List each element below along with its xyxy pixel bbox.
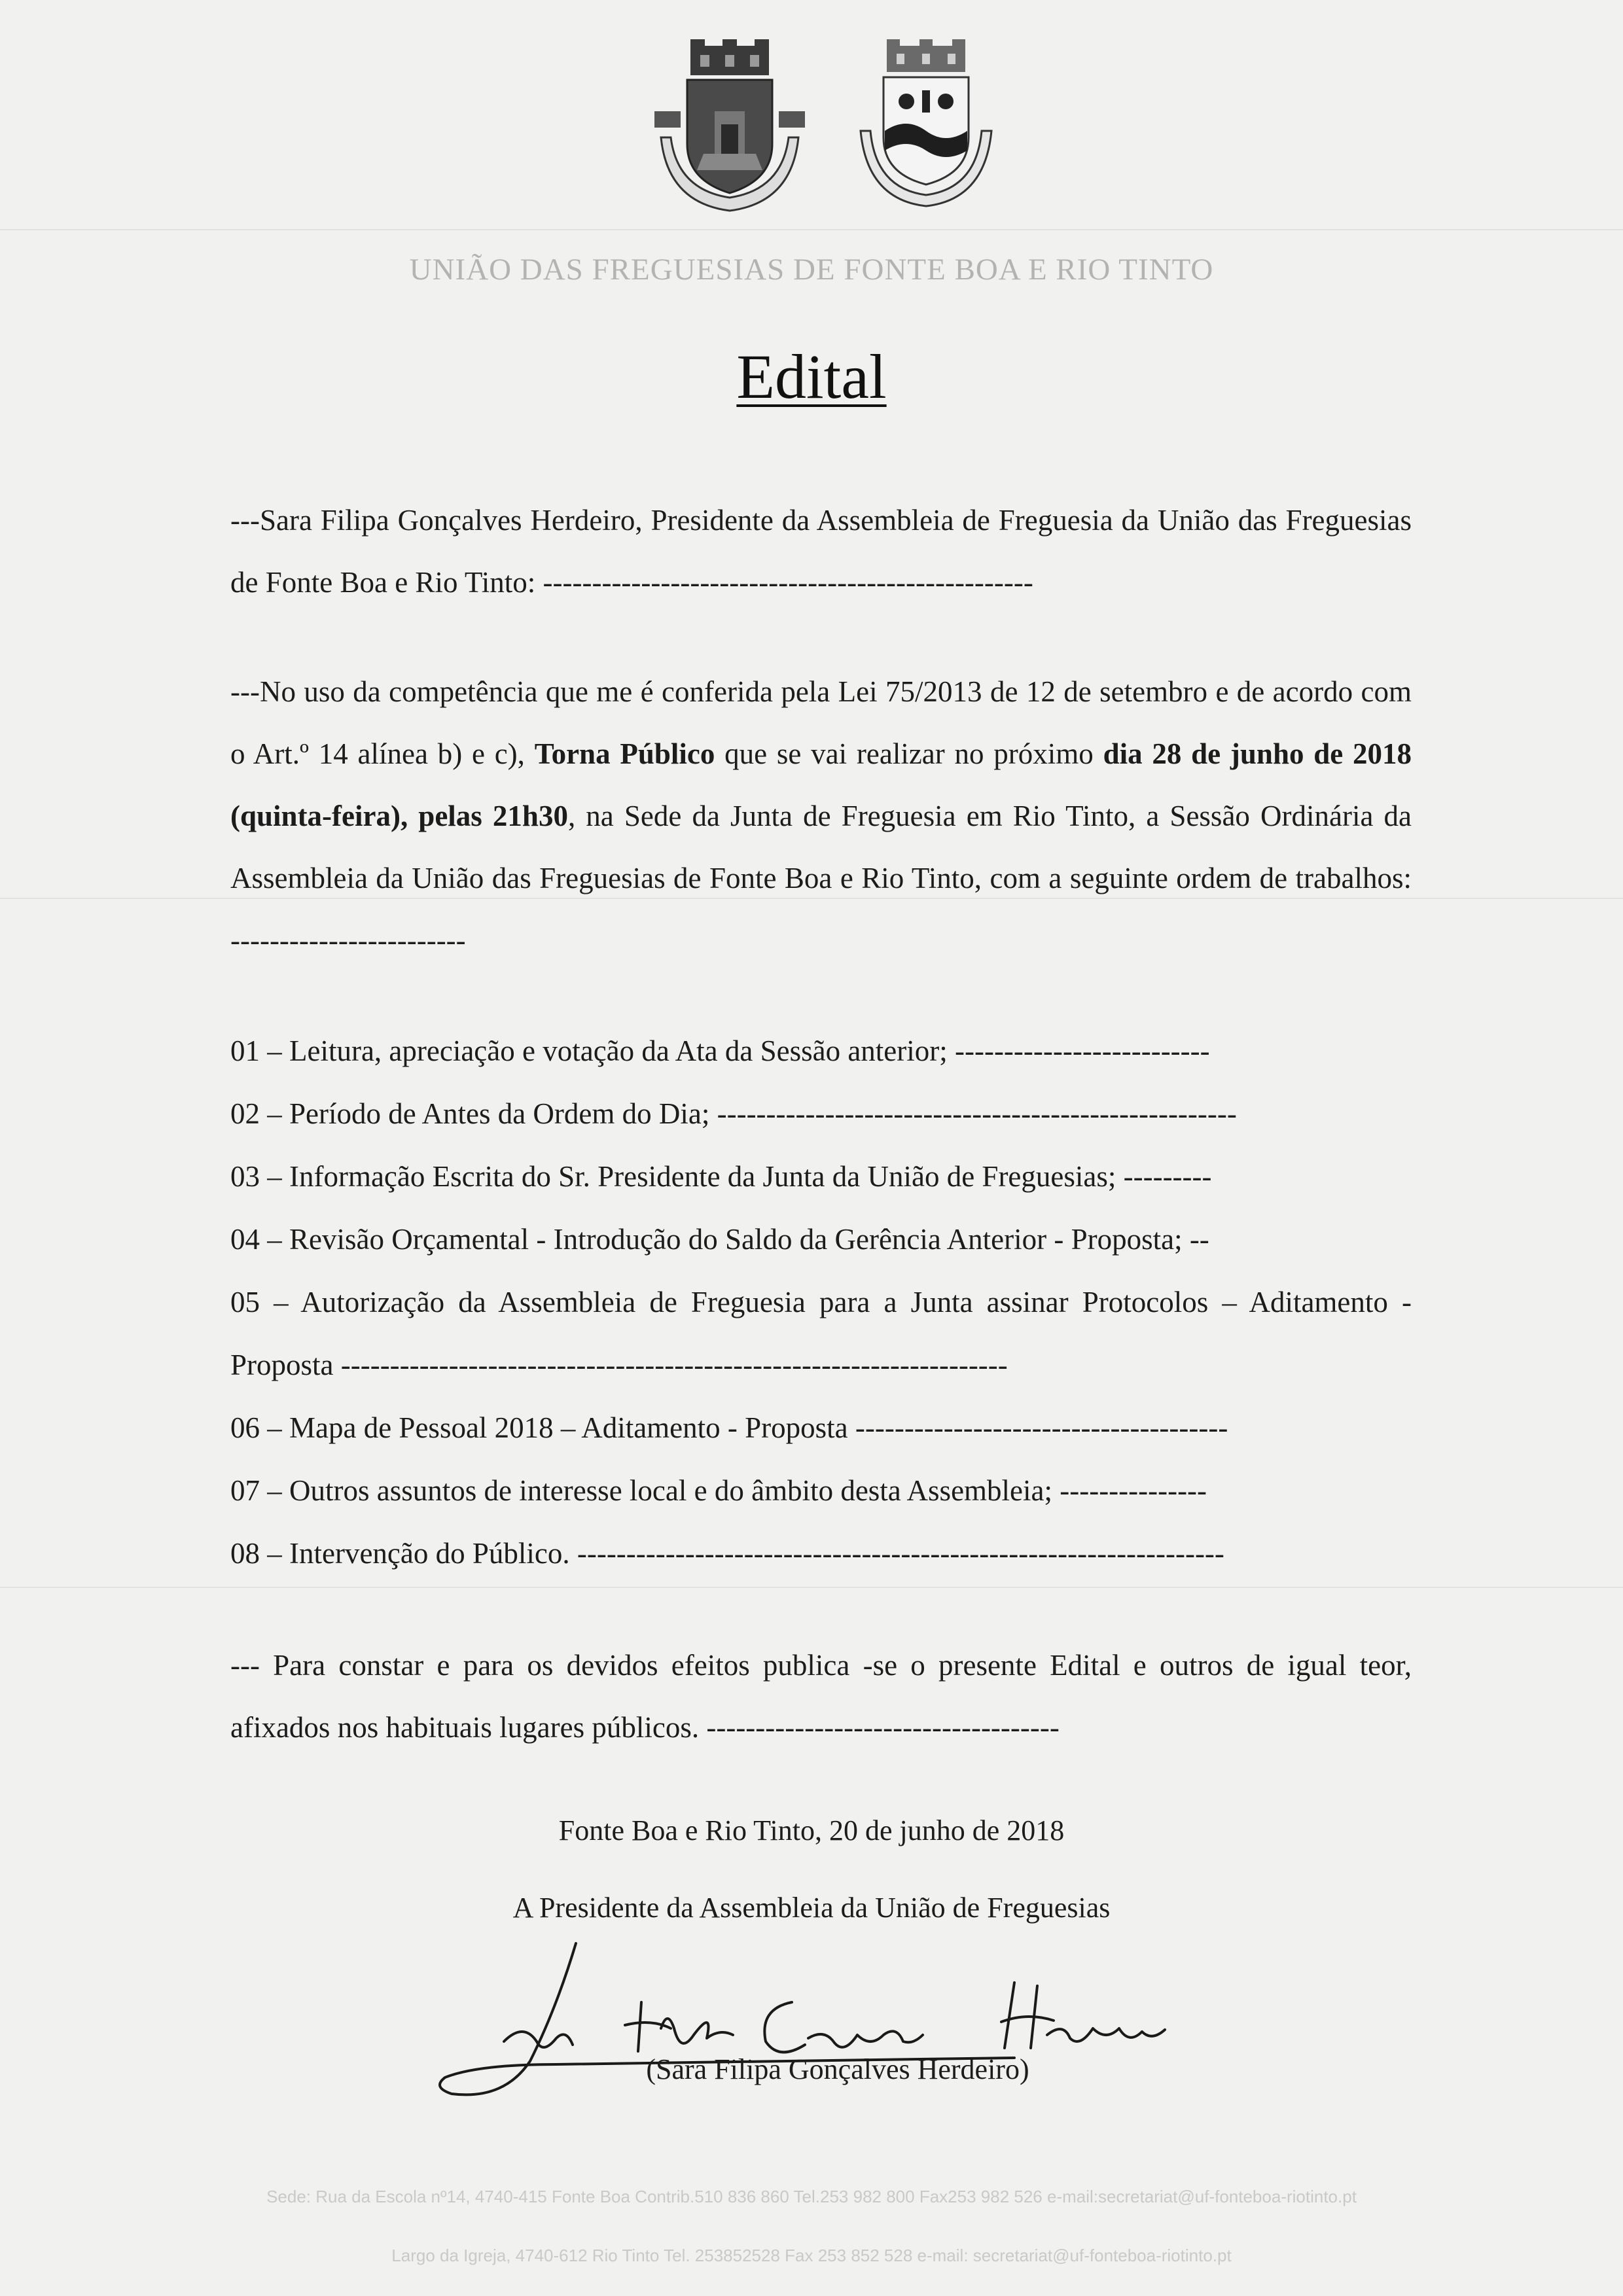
coat-of-arms-icon: [641, 39, 818, 222]
signer-name: (Sara Filipa Gonçalves Herdeiro): [646, 2053, 1029, 2085]
agenda-item: 04 – Revisão Orçamental - Introdução do Saldo da Gerência Anterior - Proposta; --: [230, 1223, 1209, 1256]
notice-text: que se vai realizar no próximo: [715, 737, 1103, 770]
signer-title: A Presidente da Assembleia da União de Freguesias: [512, 1892, 1111, 1924]
agenda-item: 02 – Período de Antes da Ordem do Dia; -----------------------------------------------------: [230, 1097, 1237, 1130]
union-name-heading: UNIÃO DAS FREGUESIAS DE FONTE BOA E RIO TINTO: [409, 253, 1214, 287]
agenda-list: [230, 1019, 1412, 1585]
notice-text: , na Sede da Junta de Freguesia em Rio Tinto, a Sessão Ordinária da Assembleia da União das Freguesias de Fonte Boa e Rio Tinto, com a seguinte ordem de trabalhos: ------------------------: [230, 800, 1412, 957]
rio-tinto-coat-of-arms: [851, 39, 1001, 216]
agenda-item: 05 – Autorização da Assembleia de Freguesia para a Junta assinar Protocolos – Aditamento - Proposta --------------------------------------------------------------------: [230, 1286, 1412, 1381]
agenda-item: 07 – Outros assuntos de interesse local e do âmbito desta Assembleia; ---------------: [230, 1474, 1207, 1507]
handwritten-signature: [425, 1930, 1250, 2113]
agenda-item: 06 – Mapa de Pessoal 2018 – Aditamento - Proposta --------------------------------------: [230, 1411, 1228, 1444]
footer-address-line: Largo da Igreja, 4740-612 Rio Tinto Tel. 253852528 Fax 253 852 528 e-mail: secretariat@uf-fonteboa-riotinto.pt: [391, 2246, 1232, 2265]
notice-emphasis: Torna Público: [534, 737, 715, 770]
coat-of-arms-icon: [851, 39, 1001, 216]
footer-address-line: Sede: Rua da Escola nº14, 4740-415 Fonte Boa Contrib.510 836 860 Tel.253 982 800 Fax253 982 526 e-mail:secretariat@uf-fonteboa-riotinto.pt: [266, 2187, 1357, 2206]
agenda-item: 08 – Intervenção do Público. ------------------------------------------------------------------: [230, 1537, 1224, 1570]
intro-paragraph: ---Sara Filipa Gonçalves Herdeiro, Presidente da Assembleia de Freguesia da União das Freguesias de Fonte Boa e Rio Tinto: --------------------------------------------------: [230, 504, 1412, 599]
fonte-boa-coat-of-arms: [641, 39, 818, 222]
notice-date-emphasis: dia 28 de junho de 2018 (quinta-feira), pelas 21h30: [230, 737, 1412, 832]
scan-artifact-line: [0, 1587, 1623, 1588]
place-and-date: Fonte Boa e Rio Tinto, 20 de junho de 2018: [558, 1814, 1065, 1846]
closing-paragraph: --- Para constar e para os devidos efeitos publica -se o presente Edital e outros de igual teor, afixados nos habituais lugares públicos. ------------------------------------: [230, 1649, 1412, 1744]
scan-artifact-line: [0, 229, 1623, 230]
document-title: Edital: [736, 342, 887, 412]
notice-paragraph: [230, 661, 1412, 972]
agenda-item: 01 – Leitura, apreciação e votação da Ata da Sessão anterior; --------------------------: [230, 1034, 1210, 1067]
agenda-item: 03 – Informação Escrita do Sr. Presidente da Junta da União de Freguesias; ---------: [230, 1160, 1212, 1193]
notice-text: ---No uso da competência que me é conferida pela Lei 75/2013 de 12 de setembro e de acordo com o Art.º 14 alínea b) e c),: [230, 675, 1412, 770]
